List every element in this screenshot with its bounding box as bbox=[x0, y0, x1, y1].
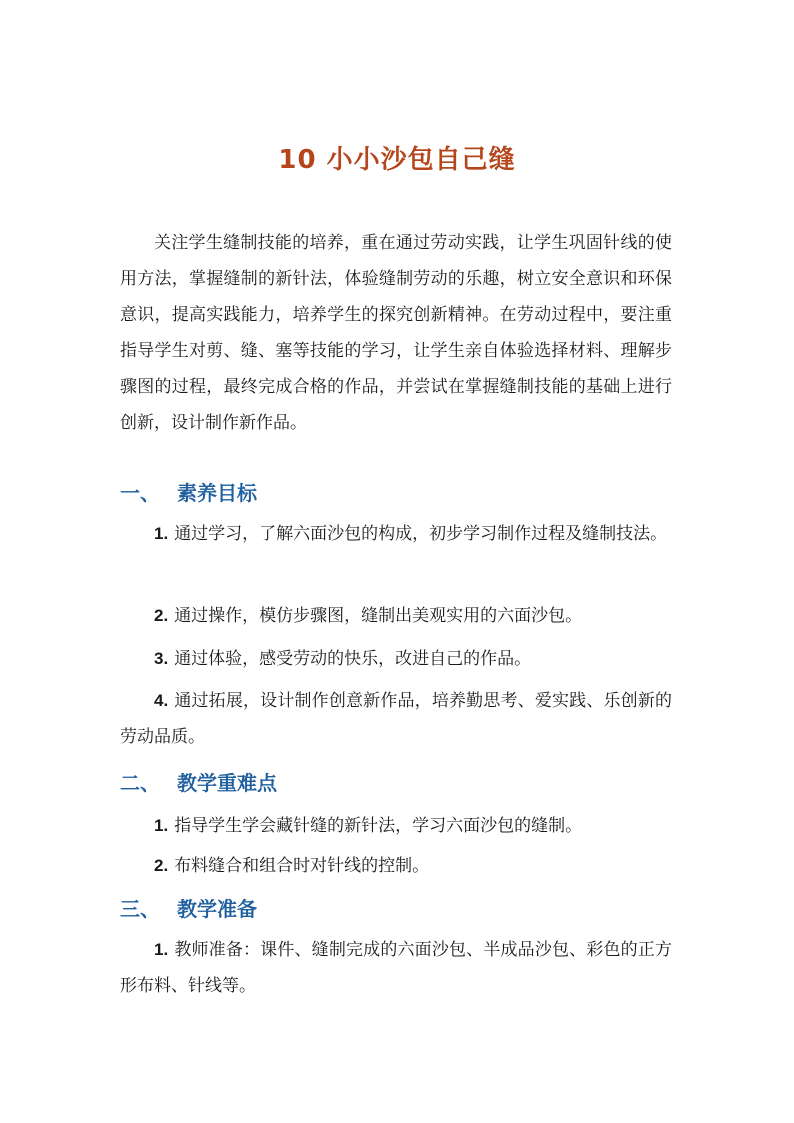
section-title: 教学准备 bbox=[177, 897, 257, 921]
item-text: 指导学生学会藏针缝的新针法，学习六面沙包的缝制。 bbox=[174, 816, 583, 836]
intro-paragraph: 关注学生缝制技能的培养，重在通过劳动实践，让学生巩固针线的使用方法，掌握缝制的新针法，体验缝制劳动的乐趣，树立安全意识和环保意识，提高实践能力，培养学生的探究创新精神。在劳动过程中，要注重指导学生对剪、缝、塞等技能的学习，让学生亲自体验选择材料、理解步骤图的过程，最终完成合格的作品，并尝试在掌握缝制技能的基础上进行创新，设计制作新作品。 bbox=[120, 233, 672, 433]
item-index: 2. bbox=[154, 606, 169, 625]
item-index: 1. bbox=[154, 524, 169, 543]
section-number: 一、 bbox=[120, 481, 160, 505]
item-index: 2. bbox=[154, 856, 169, 875]
item-text: 通过操作，模仿步骤图，缝制出美观实用的六面沙包。 bbox=[174, 606, 583, 626]
section-heading-literacy-goals bbox=[120, 478, 257, 508]
item-text: 通过拓展，设计制作创意新作品，培养勤思考、爱实践、乐创新的劳动品质。 bbox=[120, 691, 672, 747]
section-title: 教学重难点 bbox=[177, 771, 277, 795]
item-index: 1. bbox=[154, 940, 169, 959]
list-item bbox=[120, 808, 672, 844]
list-item bbox=[120, 932, 672, 1004]
list-item bbox=[120, 598, 672, 634]
section-title: 素养目标 bbox=[177, 481, 257, 505]
item-index: 4. bbox=[154, 691, 169, 710]
section-number: 三、 bbox=[120, 897, 160, 921]
item-index: 1. bbox=[154, 816, 169, 835]
item-text: 通过学习，了解六面沙包的构成，初步学习制作过程及缝制技法。 bbox=[174, 524, 668, 544]
list-item bbox=[120, 641, 672, 677]
list-item bbox=[120, 848, 672, 884]
item-text: 教师准备：课件、缝制完成的六面沙包、半成品沙包、彩色的正方形布料、针线等。 bbox=[120, 940, 672, 996]
section-heading-key-difficulties bbox=[120, 768, 277, 798]
item-index: 3. bbox=[154, 649, 169, 668]
list-item bbox=[120, 516, 672, 552]
section-number: 二、 bbox=[120, 771, 160, 795]
document-title: 10 小小沙包自己缝 bbox=[278, 145, 516, 175]
section-heading-teaching-prep bbox=[120, 894, 257, 924]
item-text: 布料缝合和组合时对针线的控制。 bbox=[174, 856, 430, 876]
item-text: 通过体验，感受劳动的快乐，改进自己的作品。 bbox=[174, 649, 532, 669]
list-item bbox=[120, 683, 672, 755]
